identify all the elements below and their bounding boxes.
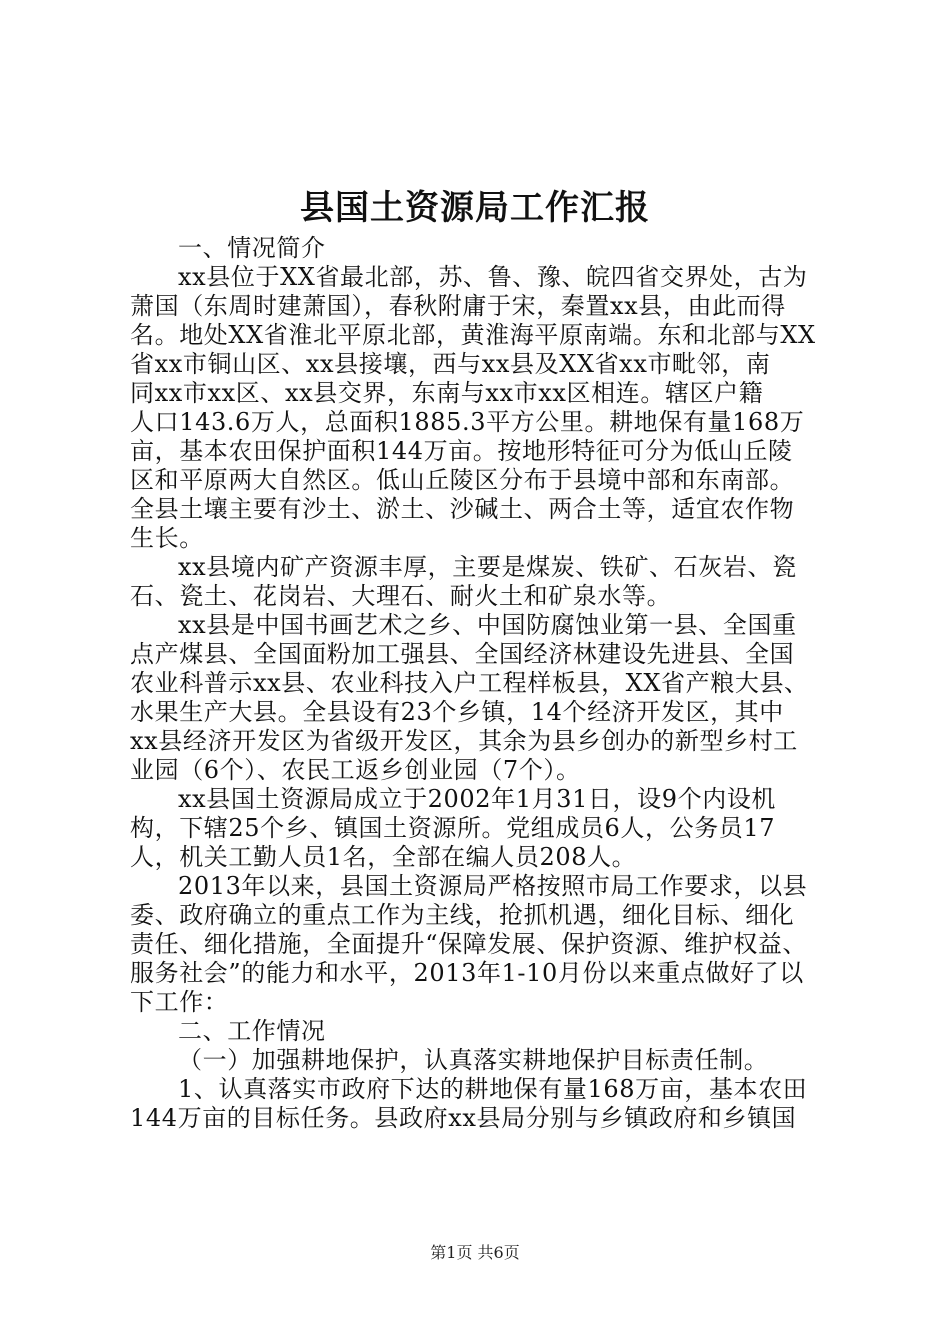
text-line: 名。地处XX省淮北平原北部，黄淮海平原南端。东和北部与XX xyxy=(130,321,816,349)
text-line: 同xx市xx区、xx县交界，东南与xx市xx区相连。辖区户籍 xyxy=(130,379,764,407)
text-line: 亩，基本农田保护面积144万亩。按地形特征可分为低山丘陵 xyxy=(130,437,793,465)
text-line: xx县是中国书画艺术之乡、中国防腐蚀业第一县、全国重 xyxy=(178,611,797,639)
text-line: 下工作： xyxy=(130,988,229,1016)
text-line: 石、瓷土、花岗岩、大理石、耐火土和矿泉水等。 xyxy=(130,582,672,610)
text-line: 一、情况简介 xyxy=(178,234,326,262)
text-line: 省xx市铜山区、xx县接壤，西与xx县及XX省xx市毗邻，南 xyxy=(130,350,771,378)
text-line: 农业科普示xx县、农业科技入户工程样板县，XX省产粮大县、 xyxy=(130,669,809,697)
text-line: 1、认真落实市政府下达的耕地保有量168万亩，基本农田 xyxy=(178,1075,808,1103)
text-line: 144万亩的目标任务。县政府xx县局分别与乡镇政府和乡镇国 xyxy=(130,1104,797,1132)
text-line: xx县位于XX省最北部，苏、鲁、豫、皖四省交界处，古为 xyxy=(178,263,808,291)
text-line: 二、工作情况 xyxy=(178,1017,326,1045)
document-title: 县国土资源局工作汇报 xyxy=(300,188,650,228)
text-line: 责任、细化措施，全面提升“保障发展、保护资源、维护权益、 xyxy=(130,930,808,958)
text-line: 水果生产大县。全县设有23个乡镇，14个经济开发区，其中 xyxy=(130,698,784,726)
text-line: 萧国（东周时建萧国），春秋附庸于宋，秦置xx县，由此而得 xyxy=(130,292,786,320)
text-line: （一）加强耕地保护，认真落实耕地保护目标责任制。 xyxy=(178,1046,769,1074)
text-line: 人口143.6万人，总面积1885.3平方公里。耕地保有量168万 xyxy=(130,408,805,436)
text-line: 点产煤县、全国面粉加工强县、全国经济林建设先进县、全国 xyxy=(130,640,795,668)
text-line: xx县经济开发区为省级开发区，其余为县乡创办的新型乡村工 xyxy=(130,727,798,755)
document-body xyxy=(130,234,830,1133)
text-line: 生长。 xyxy=(130,524,204,552)
text-line: 区和平原两大自然区。低山丘陵区分布于县境中部和东南部。 xyxy=(130,466,795,494)
text-line: 业园（6个）、农民工返乡创业园（7个）。 xyxy=(130,756,581,784)
text-line: xx县境内矿产资源丰厚，主要是煤炭、铁矿、石灰岩、瓷 xyxy=(178,553,797,581)
text-line: 2013年以来，县国土资源局严格按照市局工作要求，以县 xyxy=(178,872,808,900)
text-line: 委、政府确立的重点工作为主线，抢抓机遇，细化目标、细化 xyxy=(130,901,795,929)
text-line: 构，下辖25个乡、镇国土资源所。党组成员6人，公务员17 xyxy=(130,814,776,842)
text-line: 人，机关工勤人员1名，全部在编人员208人。 xyxy=(130,843,637,871)
text-line: 服务社会”的能力和水平，2013年1-10月份以来重点做好了以 xyxy=(130,959,804,987)
text-line: 全县土壤主要有沙土、淤土、沙碱土、两合土等，适宜农作物 xyxy=(130,495,795,523)
text-line: xx县国土资源局成立于2002年1月31日，设9个内设机 xyxy=(178,785,777,813)
page-footer: 第1页 共6页 xyxy=(430,1243,520,1262)
